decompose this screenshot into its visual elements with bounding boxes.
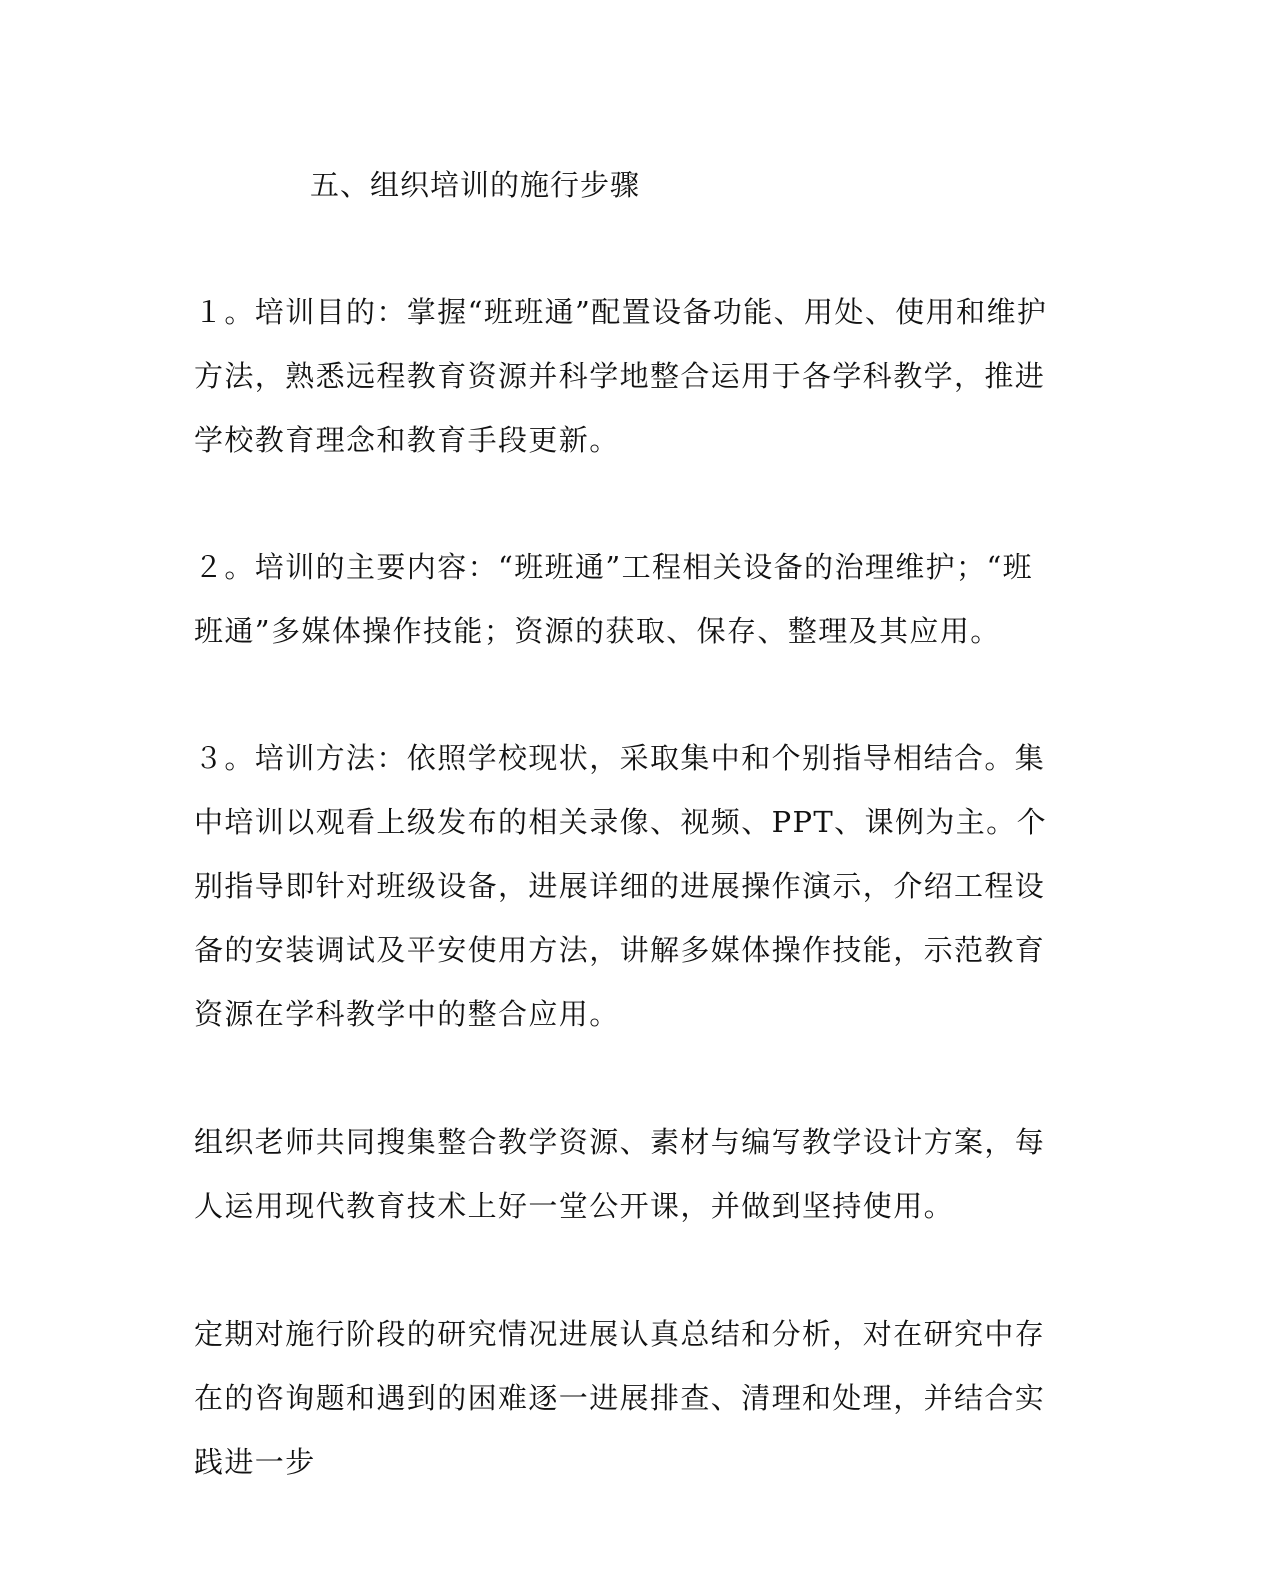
paragraph-periodic-summary: 定期对施行阶段的研究情况进展认真总结和分析，对在研究中存在的咨询题和遇到的困难逐一进展排查、清理和处理，并结合实践进一步 <box>194 1317 1046 1479</box>
paragraph-training-content: ２。培训的主要内容：“班班通”工程相关设备的治理维护；“班班通”多媒体操作技能；资源的获取、保存、整理及其应用。 <box>194 550 1034 648</box>
paragraph-training-method: ３。培训方法：依照学校现状，采取集中和个别指导相结合。集中培训以观看上级发布的相关录像、视频、PPT、课例为主。个别指导即针对班级设备，进展详细的进展操作演示，介绍工程设备的安装调试及平安使用方法，讲解多媒体操作技能，示范教育资源在学科教学中的整合应用。 <box>194 741 1047 1031</box>
paragraph-teacher-resources: 组织老师共同搜集整合教学资源、素材与编写教学设计方案，每人运用现代教育技术上好一堂公开课，并做到坚持使用。 <box>194 1125 1046 1223</box>
paragraph-training-purpose: １。培训目的：掌握“班班通”配置设备功能、用处、使用和维护方法，熟悉远程教育资源并科学地整合运用于各学科教学，推进学校教育理念和教育手段更新。 <box>194 295 1048 457</box>
section-heading: 五、组织培训的施行步骤 <box>310 168 641 202</box>
